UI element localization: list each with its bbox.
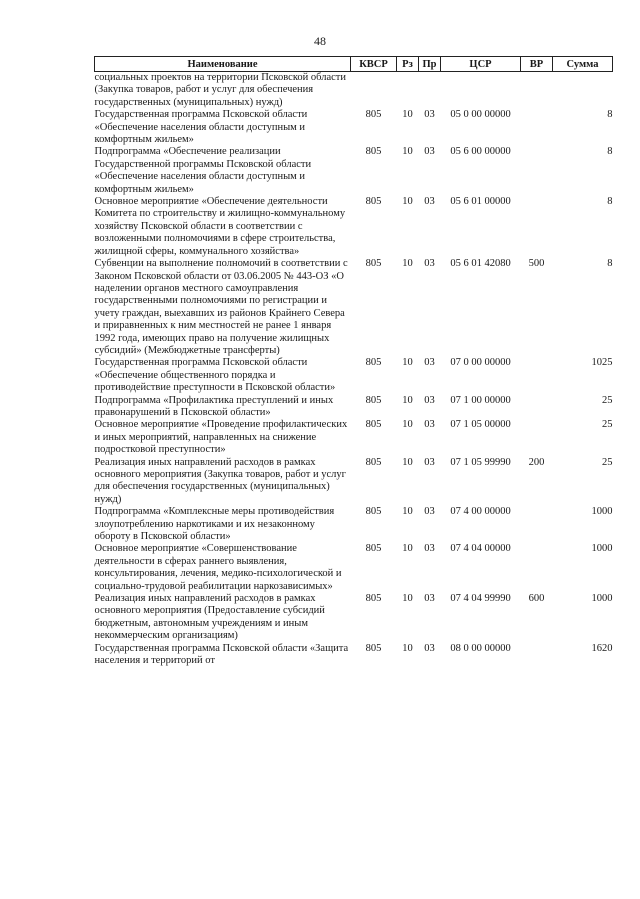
page-number: 48 [314,34,326,48]
row-kvsr: 805 [365,593,382,605]
row-rz: 10 [402,109,413,121]
table-row [95,593,613,643]
table-row [95,543,613,593]
header-vr: ВР [521,57,553,72]
row-vr [521,506,553,543]
row-rz: 10 [402,642,413,654]
row-csr: 08 0 00 00000 [450,642,511,654]
row-vr: 200 [528,456,545,468]
row-kvsr: 805 [365,394,382,406]
row-vr [521,72,553,110]
row-csr [441,72,521,110]
row-csr: 07 4 04 00000 [450,543,511,555]
row-name: Основное мероприятие «Совершенствование деятельности в сферах раннего выявления, консультирования, лечения, медико-психологической и социально-трудовой реабилитации наркозависимых» [94,543,342,592]
row-kvsr: 805 [365,146,382,158]
table-row [95,109,613,146]
row-csr: 07 0 00 00000 [450,357,511,369]
row-pr: 03 [424,196,435,208]
row-sum: 8 [607,146,613,158]
row-sum: 1620 [591,642,613,654]
row-rz: 10 [402,258,413,270]
row-vr [521,395,553,420]
row-pr: 03 [424,642,435,654]
row-kvsr: 805 [365,109,382,121]
row-sum: 1000 [591,506,613,518]
row-pr: 03 [424,146,435,158]
row-name: Основное мероприятие «Обеспечение деятельности Комитета по строительству и жилищно-коммунальному хозяйству Псковской области в соответствии с возложенными полномочиями в сфере строительства, жилищной сферы, коммунального хозяйства» [94,196,346,257]
row-kvsr: 805 [365,642,382,654]
row-pr: 03 [424,593,435,605]
row-kvsr [351,72,397,110]
row-kvsr: 805 [365,506,382,518]
row-vr [521,419,553,456]
header-csr: ЦСР [441,57,521,72]
row-pr: 03 [424,109,435,121]
row-kvsr: 805 [365,456,382,468]
row-vr [521,643,553,668]
row-rz: 10 [402,146,413,158]
table-row [95,357,613,394]
table-row [95,146,613,196]
row-kvsr: 805 [365,196,382,208]
row-csr: 05 6 00 00000 [450,146,511,158]
row-pr: 03 [424,394,435,406]
row-rz: 10 [402,394,413,406]
table-row [95,419,613,456]
row-csr: 05 6 01 00000 [450,196,511,208]
row-sum: 1000 [591,543,613,555]
row-name: Основное мероприятие «Проведение профилактических и иных мероприятий, направленных на снижение подростковой преступности» [94,419,348,456]
row-kvsr: 805 [365,258,382,270]
row-name: Подпрограмма «Обеспечение реализации Государственной программы Псковской области «Обеспечение населения области доступным и комфортным жильем» [94,146,312,195]
row-vr [521,543,553,593]
row-vr [521,196,553,258]
row-csr: 05 6 01 42080 [450,258,511,270]
row-rz: 10 [402,419,413,431]
row-name: социальных проектов на территории Псковской области (Закупка товаров, работ и услуг для обеспечения государственных (муниципальных) нужд) [94,72,346,108]
row-name: Подпрограмма «Профилактика преступлений и иных правонарушений в Псковской области» [94,394,334,418]
row-kvsr: 805 [365,543,382,555]
table-row [95,72,613,110]
row-vr [521,357,553,394]
row-name: Подпрограмма «Комплексные меры противодействия злоупотреблению наркотиками и их незаконному обороту в Псковской области» [94,506,335,543]
table-row [95,258,613,357]
row-kvsr: 805 [365,357,382,369]
row-pr: 03 [424,258,435,270]
row-sum: 1000 [591,593,613,605]
row-name: Государственная программа Псковской области «Защита населения и территорий от [94,642,349,667]
row-kvsr: 805 [365,419,382,431]
row-pr: 03 [424,419,435,431]
row-csr: 07 1 05 00000 [450,419,511,431]
row-pr: 03 [424,456,435,468]
row-rz: 10 [402,506,413,518]
row-name: Субвенции на выполнение полномочий в соответствии с Законом Псковской области от 03.06.2005 № 443-ОЗ «О наделении органов местного самоуправления государственными полномочиями по регистрации и учету граждан, выехавших из районов Крайнего Севера и приравненных к ним местностей не ранее 1 января 1992 года, имеющих право на получение жилищных субсидий» (Межбюджетные трансферты) [94,258,348,356]
row-name: Государственная программа Псковской области «Обеспечение населения области доступным и комфортным жильем» [94,109,308,146]
table-row [95,196,613,258]
row-vr: 600 [528,593,545,605]
row-csr: 07 4 04 99990 [450,593,511,605]
row-csr: 05 0 00 00000 [450,109,511,121]
row-csr: 07 4 00 00000 [450,506,511,518]
header-pr: Пр [419,57,441,72]
row-sum: 8 [607,109,613,121]
table-row [95,395,613,420]
row-pr: 03 [424,357,435,369]
row-name: Реализация иных направлений расходов в рамках основного мероприятия (Предоставление субсидий бюджетным, автономным учреждениям и иным некоммерческим организациям) [94,593,325,642]
header-rz: Рз [397,57,419,72]
row-rz [397,72,419,110]
row-pr: 03 [424,506,435,518]
row-vr: 500 [528,258,545,270]
row-vr [521,146,553,196]
table-row [95,457,613,507]
table-row [95,506,613,543]
row-rz: 10 [402,593,413,605]
row-vr [521,109,553,146]
row-rz: 10 [402,357,413,369]
table-header-row [95,57,613,72]
row-pr [419,72,441,110]
row-name: Государственная программа Псковской области «Обеспечение общественного порядка и противодействие преступности в Псковской области» [94,357,336,394]
row-csr: 07 1 05 99990 [450,456,511,468]
row-csr: 07 1 00 00000 [450,394,511,406]
row-sum: 1025 [591,357,613,369]
header-sum: Сумма [553,57,613,72]
row-rz: 10 [402,196,413,208]
row-sum: 25 [602,456,613,468]
row-sum [553,72,613,110]
row-rz: 10 [402,456,413,468]
table-body [95,72,613,668]
row-pr: 03 [424,543,435,555]
row-name: Реализация иных направлений расходов в рамках основного мероприятия (Закупка товаров, работ и услуг для обеспечения государственных (муниципальных) нужд) [94,456,346,505]
row-sum: 8 [607,258,613,270]
header-name: Наименование [95,57,351,72]
row-rz: 10 [402,543,413,555]
header-kvsr: КВСР [351,57,397,72]
budget-table [94,56,613,668]
table-row [95,643,613,668]
row-sum: 8 [607,196,613,208]
row-sum: 25 [602,394,613,406]
row-sum: 25 [602,419,613,431]
